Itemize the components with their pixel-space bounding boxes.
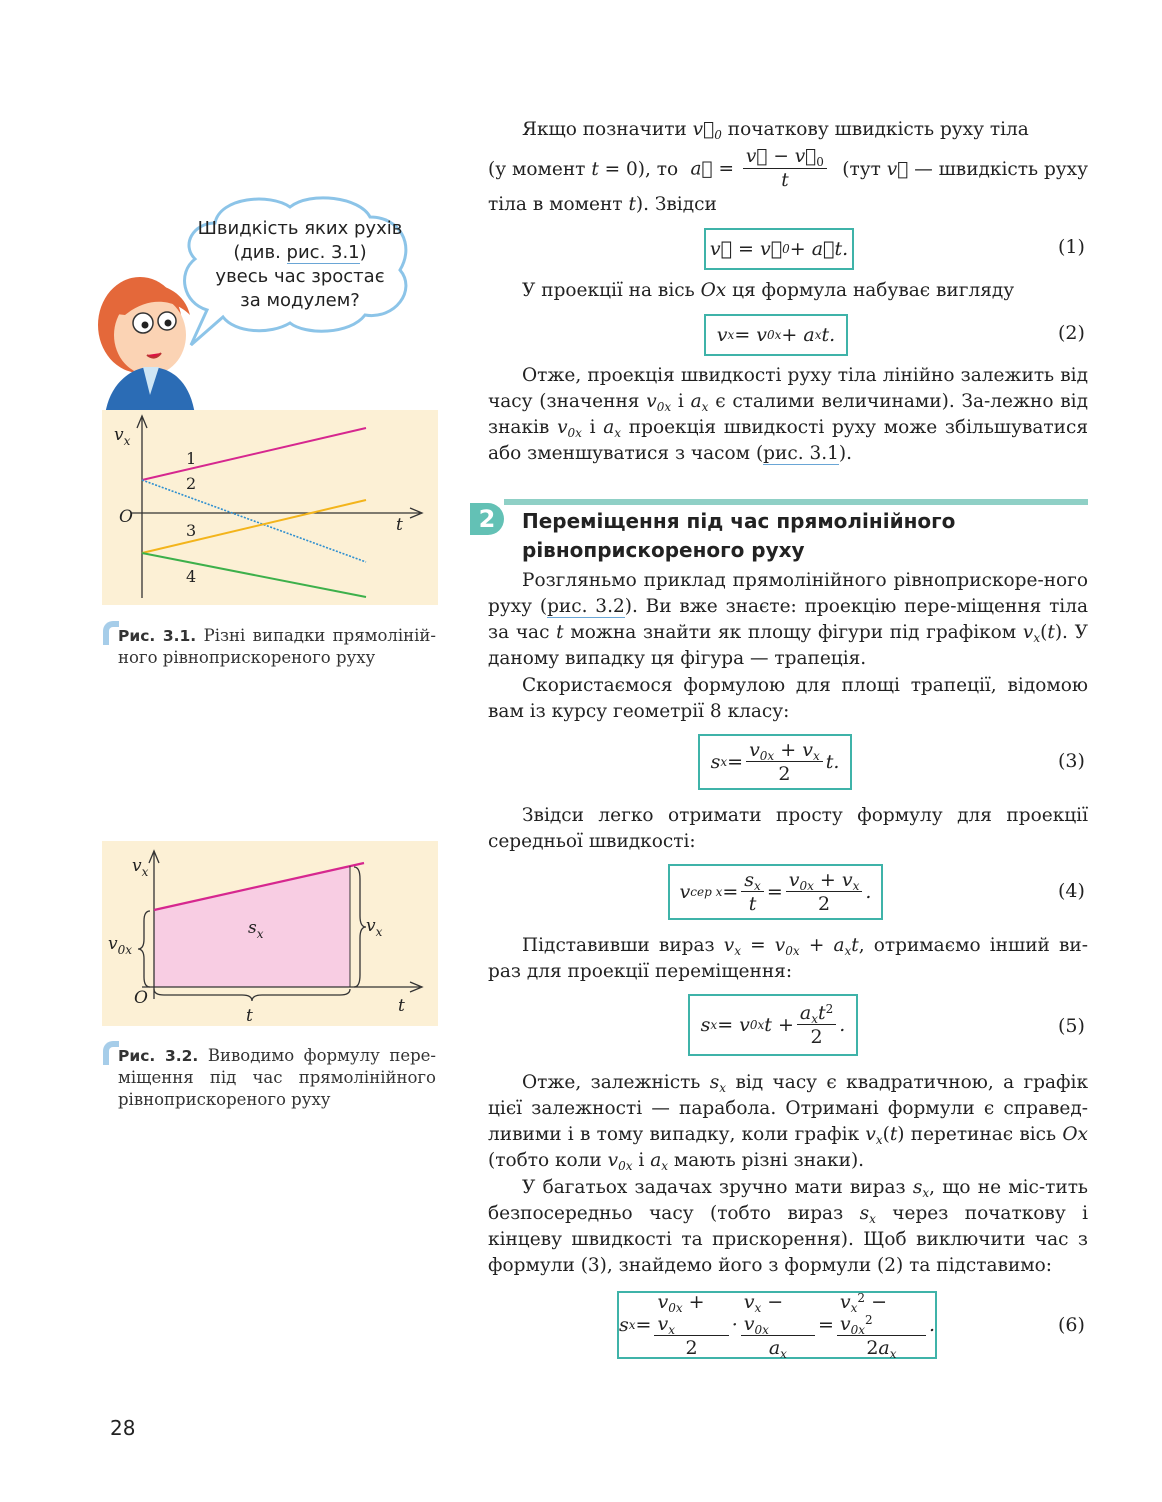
p6-text: Звідси легко отримати просту формулу для проекції середньої швидкості: xyxy=(488,805,1088,852)
section-title-line-2: рівноприскореного руху xyxy=(522,538,805,562)
fig2-vx-label: $v_x$ xyxy=(366,916,383,939)
bubble-line-2-post: ) xyxy=(359,242,367,263)
fig2-v0-label: $v_{0x}$ xyxy=(108,934,133,957)
p9-text-b: , що не міс-тить безпосередньо часу (тобто вираз xyxy=(488,1177,1089,1224)
formula-5-box: s x = v 0x t + $\frac{a_xt^2}{2}$ . xyxy=(688,994,858,1056)
formula-5-number: (5) xyxy=(1058,1015,1085,1037)
p7-text-b: , отримаємо інший ви-раз для проекції переміщення: xyxy=(488,935,1088,982)
section-title xyxy=(522,507,955,565)
bubble-line-3: увесь час зростає xyxy=(215,266,385,287)
fig2-x-label: t xyxy=(398,996,405,1016)
figure-3-1 xyxy=(102,410,438,605)
p1-tail: (тут v⃗ — швидкість руху xyxy=(842,158,1088,180)
formula-3-box: s x = $\frac{v_{0x} + v_x}{2}$ t. xyxy=(698,734,852,790)
figure-link-3-1[interactable]: рис. 3.1 xyxy=(286,242,360,263)
fig2-t-brace-label: t xyxy=(246,1006,253,1026)
formula-2-box: v x = v 0x + a x t. xyxy=(704,314,848,356)
p1-text-g: тіла в момент xyxy=(488,194,623,215)
p3-text-b2: і xyxy=(589,417,596,438)
section-number: 2 xyxy=(470,503,504,535)
fig1-caption-label: Рис. 3.1. xyxy=(118,627,197,645)
caption-marker-3-1 xyxy=(103,621,119,645)
bubble-line-2-pre: (див. xyxy=(233,242,287,263)
paragraph-8: Отже, залежність $s_x$ від часу є квадратичною, а графік цієї залежності — парабола. Отримані формули є справед-ливими і в тому випадку, коли графік $v_x(t)$ перетинає вісь Ox (тобто коли $v_{0x}$ і $a_x$ мають різні знаки). xyxy=(488,1072,1089,1173)
fig1-line-label-1: 1 xyxy=(186,449,197,468)
p4-text-b: ). Ви вже знаєте: проекцію пере-міщення тіла за час xyxy=(488,596,1088,643)
figure-3-1-caption xyxy=(118,625,436,669)
formula-1-box: v⃗ = v⃗ 0 + a⃗t. xyxy=(704,228,854,270)
figure-link-3-1-text[interactable]: рис. 3.1 xyxy=(763,443,839,464)
figure-3-2 xyxy=(102,841,438,1026)
p2-text-b: ця формула набуває вигляду xyxy=(732,280,1015,301)
p4-text-c: можна знайти як площу фігури під графіком xyxy=(570,622,1017,643)
fig1-y-label: $v_x$ xyxy=(114,425,131,448)
p3-text-e: ). xyxy=(838,443,852,464)
paragraph-9: У багатьох задачах зручно мати вираз $s_x$, що не міс-тить безпосередньо часу (тобто вираз $s_x$ через початкову і кінцеву швидкості та прискорення). Щоб виключити час з формули (3), знайдемо його з формули (2) та підставимо: xyxy=(488,1177,1089,1276)
formula-4-box: v сер x = $\frac{s_x}{t}$ = $\frac{v_{0x} + v_x}{2}$ . xyxy=(668,864,883,920)
p3-text-c: є сталими величинами). За-лежно від знаків xyxy=(488,391,1088,438)
p8-text-e: мають різні знаки). xyxy=(673,1150,865,1171)
formula-6-box: s x = $\frac{v_{0x} + v_x}{2}$ · $\frac{v_x - v_{0x}}{a_x}$ = $\frac{v_x^2 - v_{0x}^2}{2a_x}$ . xyxy=(617,1291,937,1359)
formula-3-number: (3) xyxy=(1058,750,1085,772)
fig1-x-label: t xyxy=(396,515,403,535)
fig2-area-label: $s_x$ xyxy=(248,918,264,941)
fig2-origin-label: O xyxy=(134,988,148,1008)
section-title-line-1: Переміщення під час прямолінійного xyxy=(522,509,956,533)
paragraph-6 xyxy=(488,803,1088,855)
paragraph-3: Отже, проекція швидкості руху тіла лінійно залежить від часу (значення $v_{0x}$ і $a_x$ є сталими величинами). За-лежно від знаків $v_{0x}$ і $a_x$ проекція швидкості руху може збільшуватися або зменшуватися з часом (рис. 3.1). xyxy=(488,365,1089,464)
p3-text-b: і xyxy=(677,391,684,412)
fig1-caption-text: Різні випадки прямоліній-ного рівноприскореного руху xyxy=(118,626,436,667)
paragraph-2: У проекції на вісь Ox ця формула набуває вигляду xyxy=(522,280,1015,301)
p4-text-a: Розгляньмо приклад прямолінійного рівноприскоре-ного руху ( xyxy=(488,570,1088,617)
p9-text-c: через початкову і кінцеву швидкості та прискорення). Щоб виключити час з формули (3), знайдемо його з формули (2) та підставимо: xyxy=(488,1203,1089,1276)
p1-text-c: (у момент xyxy=(488,158,586,180)
paragraph-5 xyxy=(488,673,1088,725)
paragraph-7: Підставивши вираз $v_x = v_{0x} + a_xt$, отримаємо інший ви-раз для проекції переміщення: xyxy=(488,935,1088,982)
page-number: 28 xyxy=(110,1416,136,1440)
speech-bubble-text xyxy=(190,217,410,313)
paragraph-1 xyxy=(488,117,1088,143)
p8-text-b: від часу є квадратичною, а графік цієї залежності — парабола. Отримані формули є справед-ливими і в тому випадку, коли графік xyxy=(488,1072,1089,1145)
fig1-line-label-2: 2 xyxy=(186,474,197,493)
p1-text-d: ), то xyxy=(637,158,679,180)
p1-moment: (у момент t = 0), то xyxy=(488,158,679,180)
p1-text-e: (тут xyxy=(842,158,881,180)
p1-text-h: ). Звідси xyxy=(635,194,717,215)
v0-vector-symbol: $v⃗_0$ xyxy=(692,119,722,142)
caption-marker-3-2 xyxy=(103,1041,119,1065)
p8-text-c: перетинає вісь xyxy=(910,1124,1057,1145)
bubble-line-1: Швидкість яких рухів xyxy=(197,218,403,239)
p1-text-f: — швидкість руху xyxy=(914,158,1088,180)
p9-text-a: У багатьох задачах зручно мати вираз xyxy=(522,1177,906,1198)
p1-text-b: початкову швидкість руху тіла xyxy=(727,119,1029,140)
formula-1-number: (1) xyxy=(1058,236,1085,258)
formula-6-number: (6) xyxy=(1058,1314,1085,1336)
p7-text-a: Підставивши вираз xyxy=(522,935,715,956)
figure-3-2-caption xyxy=(118,1045,436,1111)
p4-text-d: . У даному випадку ця фігура — трапеція. xyxy=(488,622,1088,669)
section-header-bar xyxy=(504,499,1088,505)
p1-text-a: Якщо позначити xyxy=(522,119,687,140)
p3-text-a: Отже, проекція швидкості руху тіла лінійно залежить від часу (значення xyxy=(488,365,1088,412)
bubble-line-2 xyxy=(190,241,410,265)
paragraph-1-line-2 xyxy=(488,146,1088,193)
fig1-line-label-3: 3 xyxy=(186,521,197,540)
figure-link-3-2[interactable]: рис. 3.2 xyxy=(547,596,625,617)
p8-text-d: (тобто коли xyxy=(488,1150,602,1171)
acceleration-definition: a⃗ = $\frac{v⃗ - v⃗_0}{t}$ xyxy=(691,146,830,193)
p8-text-a: Отже, залежність xyxy=(522,1072,701,1093)
paragraph-4: Розгляньмо приклад прямолінійного рівноприскоре-ного руху (рис. 3.2). Ви вже знаєте: проекцію пере-міщення тіла за час t можна знайти як площу фігури під графіком $v_x(t)$. У даному випадку ця фігура — трапеція. xyxy=(488,570,1088,669)
p8-text-and: і xyxy=(638,1150,645,1171)
fig2-caption-label: Рис. 3.2. xyxy=(118,1047,199,1065)
formula-4-number: (4) xyxy=(1058,880,1085,902)
formula-2-number: (2) xyxy=(1058,322,1085,344)
p5-text: Скористаємося формулою для площі трапеції, відомою вам із курсу геометрії 8 класу: xyxy=(488,675,1088,722)
paragraph-1-line-3: тіла в момент t). Звідси xyxy=(488,194,717,215)
fig2-y-label: $v_x$ xyxy=(132,856,149,879)
fig1-line-label-4: 4 xyxy=(186,567,197,586)
fig1-origin-label: O xyxy=(119,507,133,527)
fig2-caption-text: Виводимо формулу пере-міщення під час прямолінійного рівноприскореного руху xyxy=(118,1046,436,1109)
bubble-line-4: за модулем? xyxy=(240,290,360,311)
p2-text-a: У проекції на вісь xyxy=(522,280,695,301)
figure-3-1-background xyxy=(102,410,438,605)
p3-text-d: проекція швидкості руху може збільшуватися або зменшуватися з часом ( xyxy=(488,417,1089,464)
